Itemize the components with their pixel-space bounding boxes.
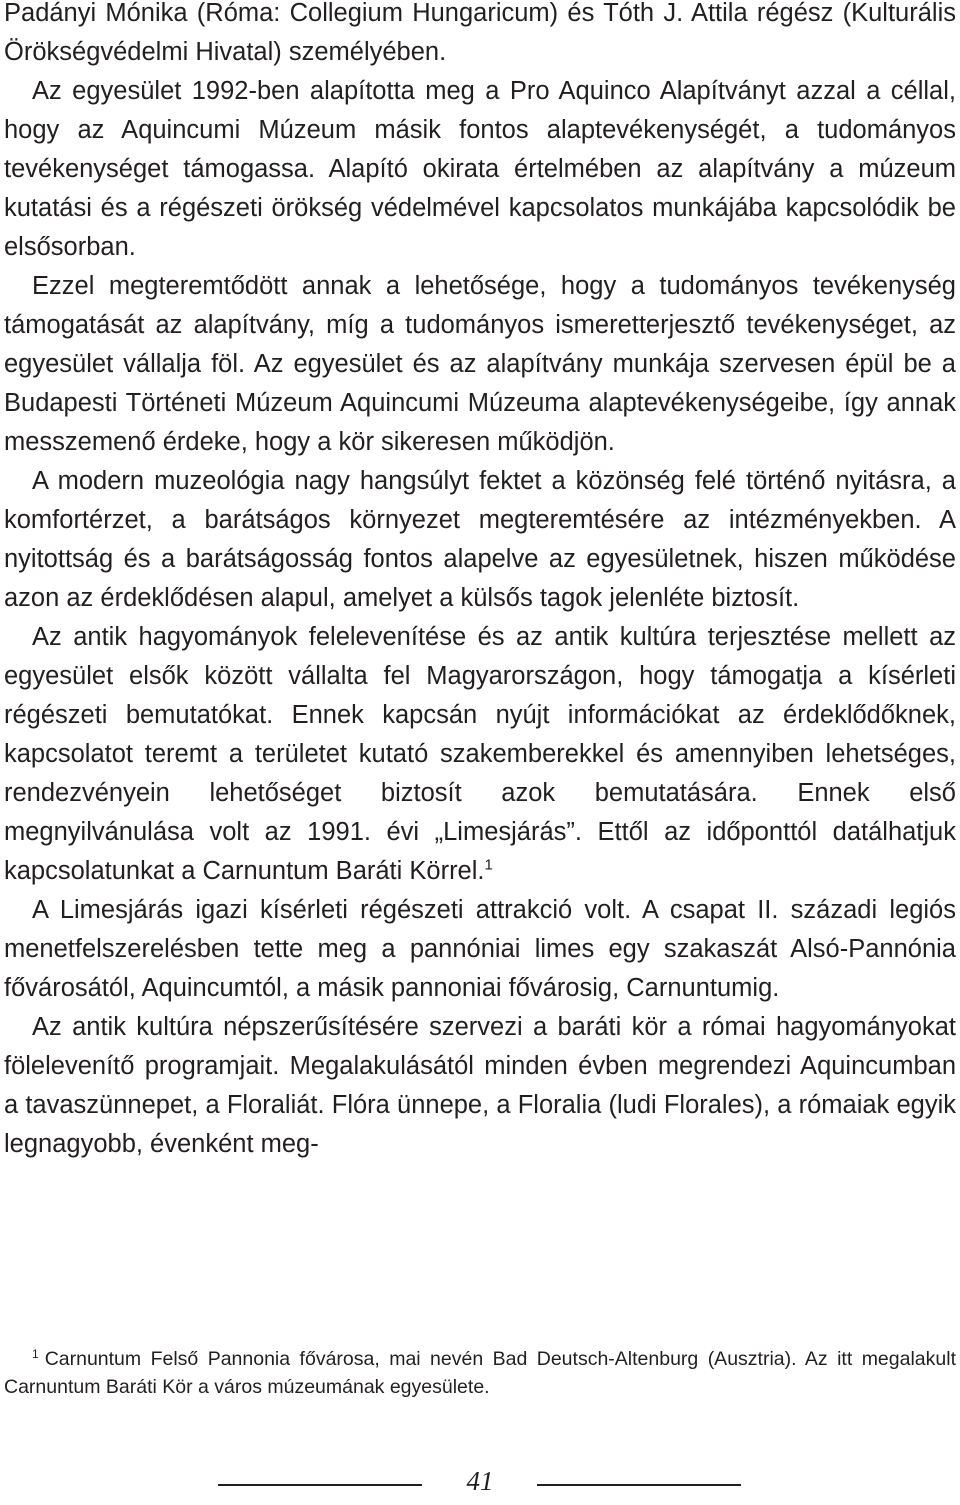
page-number: 41 (466, 1466, 494, 1496)
paragraph-4: A modern muzeológia nagy hangsúlyt fektet a közönség felé történő nyitásra, a komfortérzet, a barátságos környezet megteremtésére az intézményekben. A nyitottság és a barátságosság fontos alapelve az egyesületnek, hiszen működése azon az érdeklődésen alapul, amelyet a külsős tagok jelenléte biztosít. (4, 467, 956, 612)
paragraph-1: Padányi Mónika (Róma: Collegium Hungaricum) és Tóth J. Attila régész (Kulturális Örökségvédelmi Hivatal) személyében. (4, 0, 956, 66)
footnote-text: Carnuntum Felső Pannonia fővárosa, mai nevén Bad Deutsch-Altenburg (Ausztria). Az itt megalakult Carnuntum Baráti Kör a város múzeumának egyesülete. (4, 1348, 956, 1398)
footer-rule-right (537, 1484, 741, 1486)
page-footer (0, 1465, 960, 1505)
body-text (4, 0, 956, 1164)
paragraph-5-text: Az antik hagyományok felelevenítése és az antik kultúra terjesztése mellett az egyesület elsők között vállalta fel Magyarországon, hogy támogatja a kísérleti régészeti bemutatókat. Ennek kapcsán nyújt információkat az érdeklődőknek, kapcsolatot teremt a területet kutató szakemberekkel és amennyiben lehetséges, rendezvényein lehetőséget biztosít azok bemutatására. Ennek első megnyilvánulása volt az 1991. évi „Limesjárás”. Ettől az időponttól datálhatjuk kapcsolatunkat a Carnuntum Baráti Körrel. (4, 623, 956, 885)
paragraph-2: Az egyesület 1992-ben alapította meg a Pro Aquinco Alapítványt azzal a céllal, hogy az Aquincumi Múzeum másik fontos alaptevékenységét, a tudományos tevékenységet támogassa. Alapító okirata értelmében az alapítvány a múzeum kutatási és a régészeti örökség védelmével kapcsolatos munkájába kapcsolódik be elsősorban. (4, 77, 956, 261)
paragraph-7: Az antik kultúra népszerűsítésére szervezi a baráti kör a római hagyományokat fölelevenítő programjait. Megalakulásától minden évben megrendezi Aquincumban a tavaszünnepet, a Floraliát. Flóra ünnepe, a Floralia (ludi Florales), a rómaiak egyik legnagyobb, évenként meg- (4, 1013, 956, 1158)
footer-rule-left (218, 1484, 422, 1486)
footnote-reference[interactable]: 1 (484, 856, 493, 874)
footnote (4, 1345, 956, 1401)
paragraph-3: Ezzel megteremtődött annak a lehetősége, hogy a tudományos tevékenység támogatását az alapítvány, míg a tudományos ismeretterjesztő tevékenységet, az egyesület vállalja föl. Az egyesület és az alapítvány munkája szervesen épül be a Budapesti Történeti Múzeum Aquincumi Múzeuma alaptevékenységeibe, így annak messzemenő érdeke, hogy a kör sikeresen működjön. (4, 272, 956, 456)
footnote-marker: 1 (32, 1346, 39, 1361)
paragraph-5 (4, 618, 956, 891)
paragraph-6: A Limesjárás igazi kísérleti régészeti attrakció volt. A csapat II. századi legiós menetfelszerelésben tette meg a pannóniai limes egy szakaszát Alsó-Pannónia fővárosától, Aquincumtól, a másik pannoniai fővárosig, Carnuntumig. (4, 896, 956, 1002)
